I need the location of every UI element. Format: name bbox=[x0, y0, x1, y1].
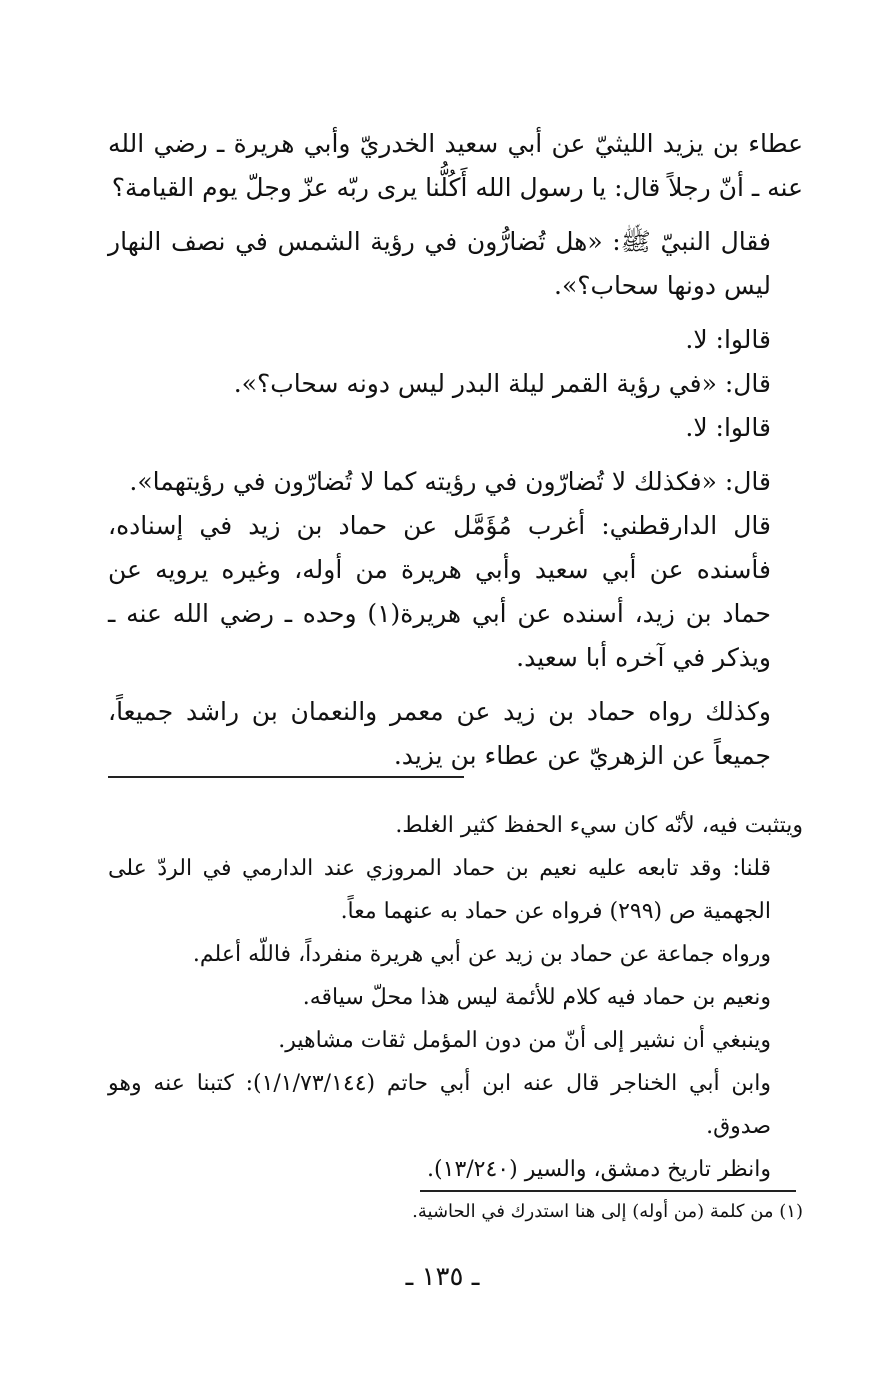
main-text bbox=[108, 122, 803, 778]
paragraph: قالوا: لا. bbox=[685, 413, 771, 442]
paragraph: قال: «في رؤية القمر ليلة البدر ليس دونه سحاب؟». bbox=[233, 369, 771, 398]
note-line: ورواه جماعة عن حماد بن زيد عن أبي هريرة منفرداً، فاللّه أعلم. bbox=[192, 942, 771, 967]
note-line: وينبغي أن نشير إلى أنّ من دون المؤمل ثقات مشاهير. bbox=[278, 1028, 771, 1053]
footnote-divider bbox=[420, 1190, 796, 1192]
page-number: ـ ١٣٥ ـ bbox=[405, 1262, 480, 1292]
note-line: قلنا: وقد تابعه عليه نعيم بن حماد المروزي عند الدارمي في الردّ على الجهمية ص (٢٩٩) فرواه عن حماد به عنهما معاً. bbox=[108, 856, 771, 924]
note-line: وانظر تاريخ دمشق، والسير (١٣/٢٤٠). bbox=[427, 1157, 771, 1182]
paragraph: قال: «فكذلك لا تُضارّون في رؤيته كما لا تُضارّون في رؤيتهما». bbox=[129, 467, 771, 496]
paragraph: قالوا: لا. bbox=[685, 325, 771, 354]
notes-divider bbox=[108, 776, 464, 778]
paragraph: قال الدارقطني: أغرب مُؤَمَّل عن حماد بن زيد في إسناده، فأسنده عن أبي سعيد وأبي هريرة من أوله، وغيره يرويه عن حماد بن زيد، أسنده عن أبي هريرة(١) وحده ـ رضي الله عنه ـ ويذكر في آخره أبا سعيد. bbox=[108, 511, 771, 672]
paragraph: عطاء بن يزيد الليثيّ عن أبي سعيد الخدريّ وأبي هريرة ـ رضي الله عنه ـ أنّ رجلاً قال: يا رسول الله أَكُلُّنا يرى ربّه عزّ وجلّ يوم القيامة؟ bbox=[108, 129, 803, 202]
footnote: (١) من كلمة (من أوله) إلى هنا استدرك في الحاشية. bbox=[412, 1201, 803, 1222]
note-line: ويتثبت فيه، لأنّه كان سيء الحفظ كثير الغلط. bbox=[395, 813, 803, 838]
note-line: ونعيم بن حماد فيه كلام للأئمة ليس هذا محلّ سياقه. bbox=[302, 985, 771, 1010]
paragraph: وكذلك رواه حماد بن زيد عن معمر والنعمان بن راشد جميعاً، جميعاً عن الزهريّ عن عطاء بن يزيد. bbox=[108, 697, 771, 770]
note-line: وابن أبي الخناجر قال عنه ابن أبي حاتم (١/١/٧٣/١٤٤): كتبنا عنه وهو صدوق. bbox=[108, 1071, 771, 1139]
paragraph: فقال النبيّ ﷺ: «هل تُضارُّون في رؤية الشمس في نصف النهار ليس دونها سحاب؟». bbox=[108, 227, 771, 300]
notes-section bbox=[108, 804, 803, 1191]
